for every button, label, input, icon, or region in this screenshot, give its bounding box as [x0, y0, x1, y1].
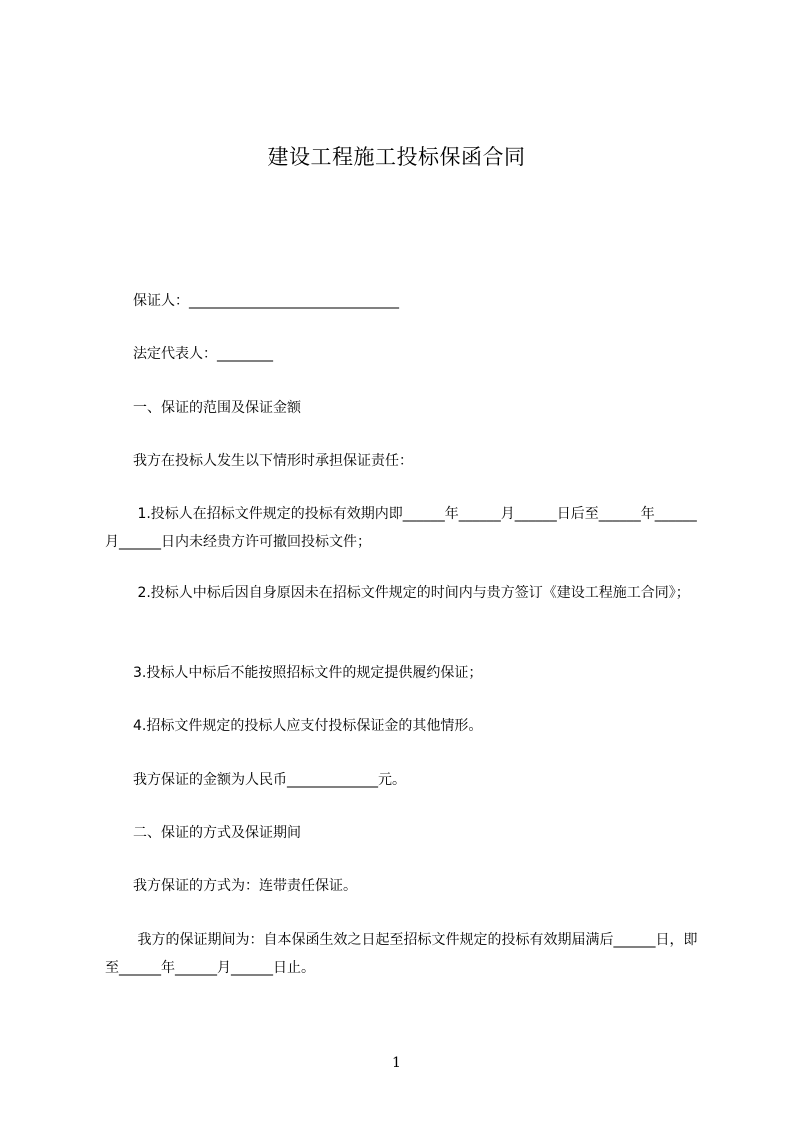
clause-2: 2.投标人中标后因自身原因未在招标文件规定的时间内与贵方签订《建设工程施工合同》； [105, 585, 690, 601]
clause-1: 1.投标人在招标文件规定的投标有效期内即______年______月______日后至______年______月______日内未经贵方许可撤回投标文件； [105, 506, 697, 550]
document-title: 建设工程施工投标保函合同 [267, 145, 526, 169]
guarantor-line: 保证人：______________________________ [105, 293, 399, 309]
guarantee-period: 我方的保证期间为：自本保函生效之日起至招标文件规定的投标有效期届满后______日，即至______年______月______日止。 [105, 932, 698, 976]
legal-representative-line: 法定代表人：________ [105, 346, 273, 362]
section-2-heading: 二、保证的方式及保证期间 [105, 825, 301, 841]
liability-intro: 我方在投标人发生以下情形时承担保证责任： [105, 453, 413, 469]
clause-3: 3.投标人中标后不能按照招标文件的规定提供履约保证； [105, 665, 483, 681]
guarantee-amount: 我方保证的金额为人民币_____________元。 [105, 772, 406, 788]
section-1-heading: 一、保证的范围及保证金额 [105, 400, 301, 416]
guarantee-method: 我方保证的方式为：连带责任保证。 [105, 878, 357, 894]
page-number: 1 [392, 1055, 401, 1071]
clause-4: 4.招标文件规定的投标人应支付投标保证金的其他情形。 [105, 718, 483, 734]
